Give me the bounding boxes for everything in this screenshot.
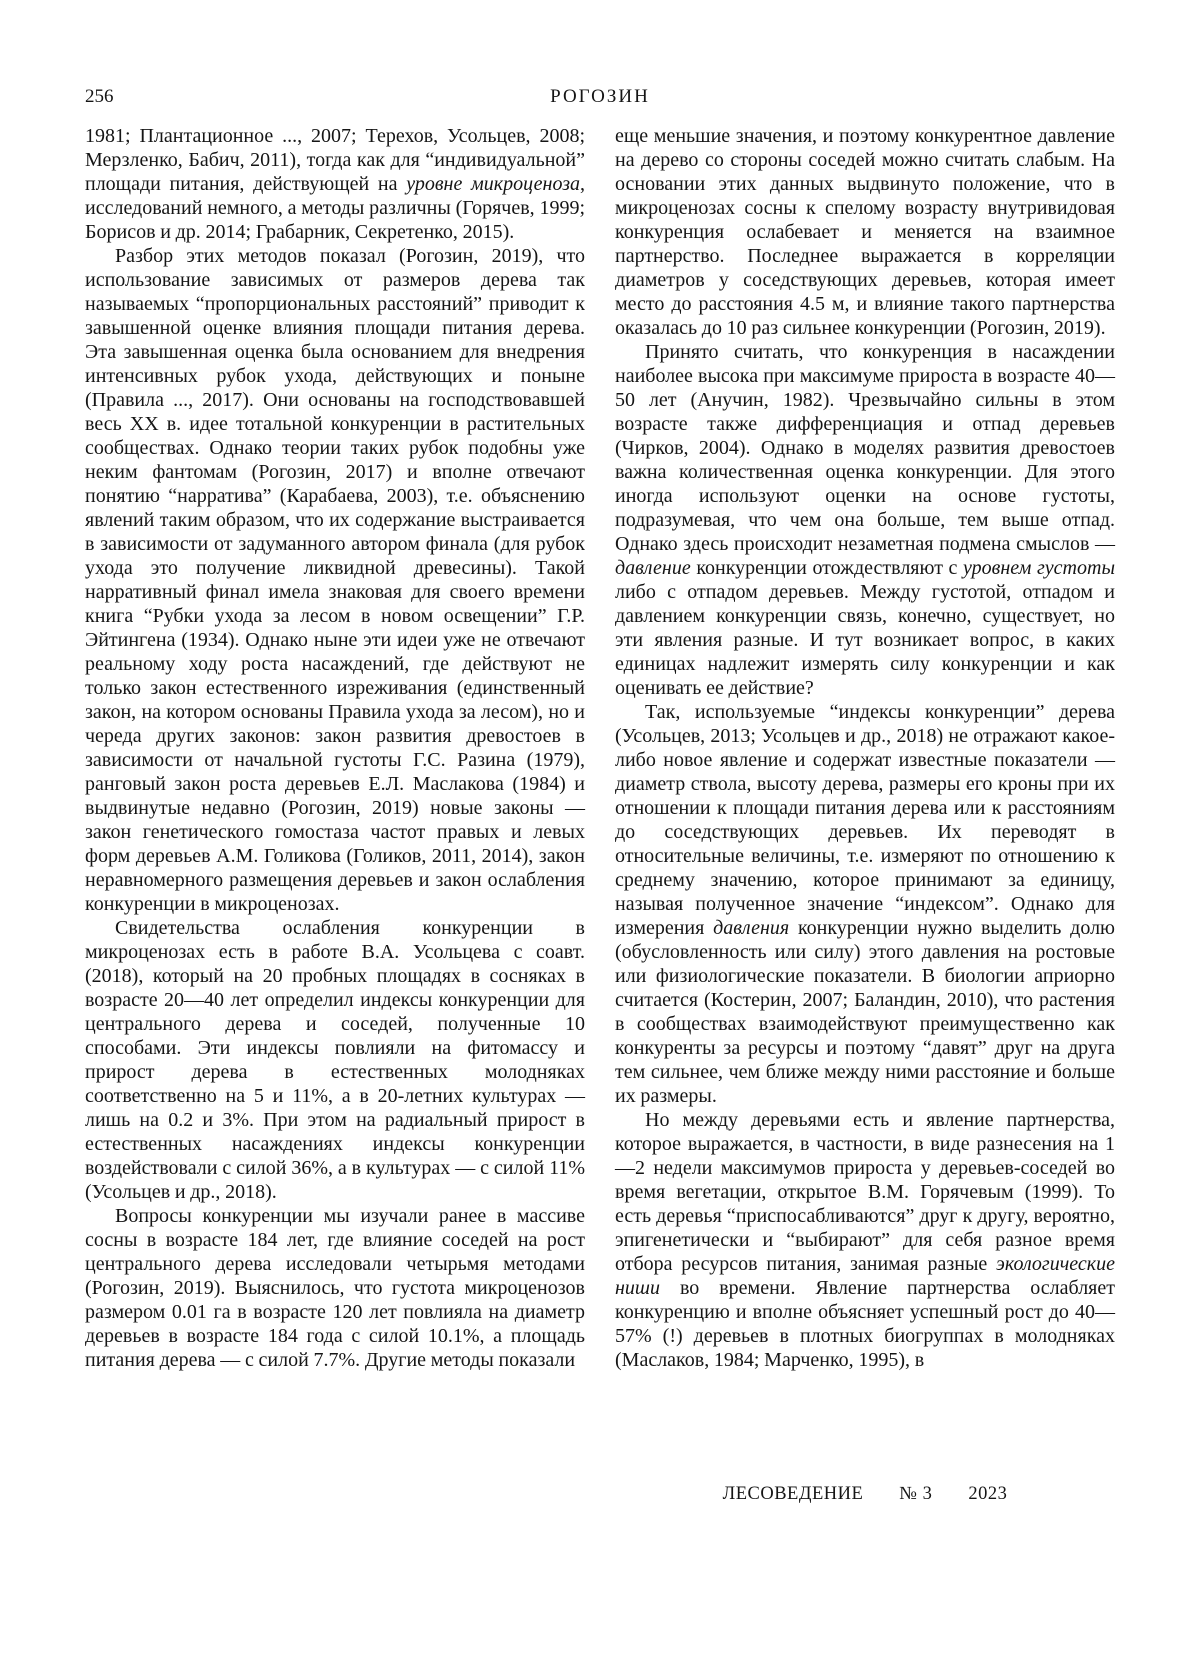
body-text: еще меньшие значения, и поэтому конкурентное давление на дерево со стороны соседей можно считать слабым. На основании этих данных выдвинуто положение, что в микроценозах сосны к спелому возрасту внутривидовая конкуренция ослабевает и меняется на взаимное партнерство. Последнее выражается в корреляции диаметров у соседствующих деревьев, которая имеет место до расстояния 4.5 м, и влияние такого партнерства оказалась до 10 раз сильнее конкуренции (Рогозин, 2019).: [615, 125, 1115, 339]
right-column: [615, 124, 1115, 1372]
body-text: Вопросы конкуренции мы изучали ранее в массиве сосны в возрасте 184 лет, где влияние соседей на рост центрального дерева исследовали четырьмя методами (Рогозин, 2019). Выяснилось, что густота микроценозов размером 0.01 га в возрасте 120 лет повлияла на диаметр деревьев в возрасте 184 года с силой 10.1%, а площадь питания дерева — с силой 7.7%. Другие методы показали: [85, 1205, 585, 1371]
body-text: Но между деревьями есть и явление партнерства, которое выражается, в частности, в виде разнесения на 1—2 недели максимумов прироста у деревьев-соседей во время вегетации, открытое В.М. Горячевым (1999). То есть деревья “приспосабливаются” друг к другу, вероятно, эпигенетически и “выбирают” для себя разное время отбора ресурсов питания, занимая разные: [615, 1109, 1115, 1275]
paragraph: [615, 340, 1115, 700]
emphasized-text: уровне микроценоза: [406, 173, 581, 195]
body-text: Разбор этих методов показал (Рогозин, 2019), что использование зависимых от размеров дерева так называемых “пропорциональных расстояний” приводит к завышенной оценке влияния площади питания дерева. Эта завышенная оценка была основанием для внедрения интенсивных рубок ухода, действующих и поныне (Правила ..., 2017). Они основаны на господствовавшей весь XX в. идее тотальной конкуренции в растительных сообществах. Однако теории таких рубок подобны уже неким фантомам (Рогозин, 2017) и вполне отвечают понятию “нарратива” (Карабаева, 2003), т.е. объяснению явлений таким образом, что их содержание выстраивается в зависимости от задуманного автором финала (для рубок ухода это получение ликвидной древесины). Такой нарративный финал имела знаковая для своего времени книга “Рубки ухода за лесом в новом освещении” Г.Р. Эйтингена (1934). Однако ныне эти идеи уже не отвечают реальному ходу роста насаждений, где действуют не только закон естественного изреживания (единственный закон, на котором основаны Правила ухода за лесом), но и череда других законов: закон развития древостоев в зависимости от начальной густоты Г.С. Разина (1979), ранговый закон роста деревьев Е.Л. Маслакова (1984) и выдвинутые недавно (Рогозин, 2019) новые законы — закон генетического гомостаза частот правых и левых форм деревьев А.М. Голикова (Голиков, 2011, 2014), закон неравномерного размещения деревьев и закон ослабления конкуренции в микроценозах.: [85, 245, 585, 915]
running-head: [85, 86, 1115, 112]
journal-year: 2023: [968, 1484, 1008, 1504]
emphasized-text: экологические ниши: [615, 1253, 1115, 1299]
paragraph: [615, 1108, 1115, 1372]
text-columns: [85, 124, 1115, 1372]
running-head-title: РОГОЗИН: [550, 86, 650, 107]
body-text: либо с отпадом деревьев. Между густотой, отпадом и давлением конкуренции связь, конечно, существует, но эти явления разные. И тут возникает вопрос, в каких единицах надлежит измерять силу конкуренции и как оценивать ее действие?: [615, 581, 1115, 699]
journal-footer: [615, 1484, 1115, 1505]
body-text: Свидетельства ослабления конкуренции в микроценозах есть в работе В.А. Усольцева с соавт. (2018), который на 20 пробных площадях в сосняках в возрасте 20—40 лет определил индексы конкуренции для центрального дерева и соседей, полученные 10 способами. Эти индексы повлияли на фитомассу и прирост дерева в естественных молодняках соответственно на 5 и 11%, а в 20-летних культурах — лишь на 0.2 и 3%. При этом на радиальный прирост в естественных насаждениях индексы конкуренции воздействовали с силой 36%, а в культурах — с силой 11% (Усольцев и др., 2018).: [85, 917, 585, 1203]
paragraph: [85, 124, 585, 244]
emphasized-text: уровнем густоты: [963, 557, 1115, 579]
paragraph: [615, 124, 1115, 340]
body-text: Так, используемые “индексы конкуренции” дерева (Усольцев, 2013; Усольцев и др., 2018) не отражают какое-либо новое явление и содержат известные показатели — диаметр ствола, высоту дерева, размеры его кроны при их отношении к площади питания дерева или к расстояниям до соседствующих деревьев. Их переводят в относительные величины, т.е. измеряют по отношению к среднему значению, которое принимают за единицу, называя полученное значение “индексом”. Однако для измерения: [615, 701, 1115, 939]
paragraph: [615, 700, 1115, 1108]
emphasized-text: давления: [713, 917, 790, 939]
body-text: конкуренции отождествляют с: [690, 557, 964, 579]
emphasized-text: давление: [615, 557, 691, 579]
paragraph: [85, 1204, 585, 1372]
body-text: конкуренции нужно выделить долю (обусловленность или силу) этого давления на ростовые или физиологические показатели. В биологии априорно считается (Костерин, 2007; Баландин, 2010), что растения в сообществах взаимодействуют преимущественно как конкуренты за ресурсы и поэтому “давят” друг на друга тем сильнее, чем ближе между ними расстояние и больше их размеры.: [615, 917, 1115, 1107]
page-number: 256: [85, 86, 114, 107]
paragraph: [85, 244, 585, 916]
body-text: , исследований немного, а методы различны (Горячев, 1999; Борисов и др. 2014; Грабарник, Секретенко, 2015).: [85, 173, 586, 243]
journal-issue: № 3: [899, 1484, 933, 1504]
paragraph: [85, 916, 585, 1204]
body-text: Принято считать, что конкуренция в насаждении наиболее высока при максимуме прироста в возрасте 40—50 лет (Анучин, 1982). Чрезвычайно сильны в этом возрасте также дифференциация и отпад деревьев (Чирков, 2004). Однако в моделях развития древостоев важна количественная оценка конкуренции. Для этого иногда используют оценки на основе густоты, подразумевая, что чем она больше, тем выше отпад. Однако здесь происходит незаметная подмена смыслов —: [615, 341, 1115, 555]
left-column: [85, 124, 585, 1372]
body-text: во времени. Явление партнерства ослабляет конкуренцию и вполне объясняет успешный рост до 40—57% (!) деревьев в плотных биогруппах в молодняках (Маслаков, 1984; Марченко, 1995), в: [615, 1277, 1115, 1371]
body-text: 1981; Плантационное ..., 2007; Терехов, Усольцев, 2008; Мерзленко, Бабич, 2011), тогда как для “индивидуальной” площади питания, действующей на: [85, 125, 585, 195]
journal-name: ЛЕСОВЕДЕНИЕ: [722, 1484, 864, 1504]
